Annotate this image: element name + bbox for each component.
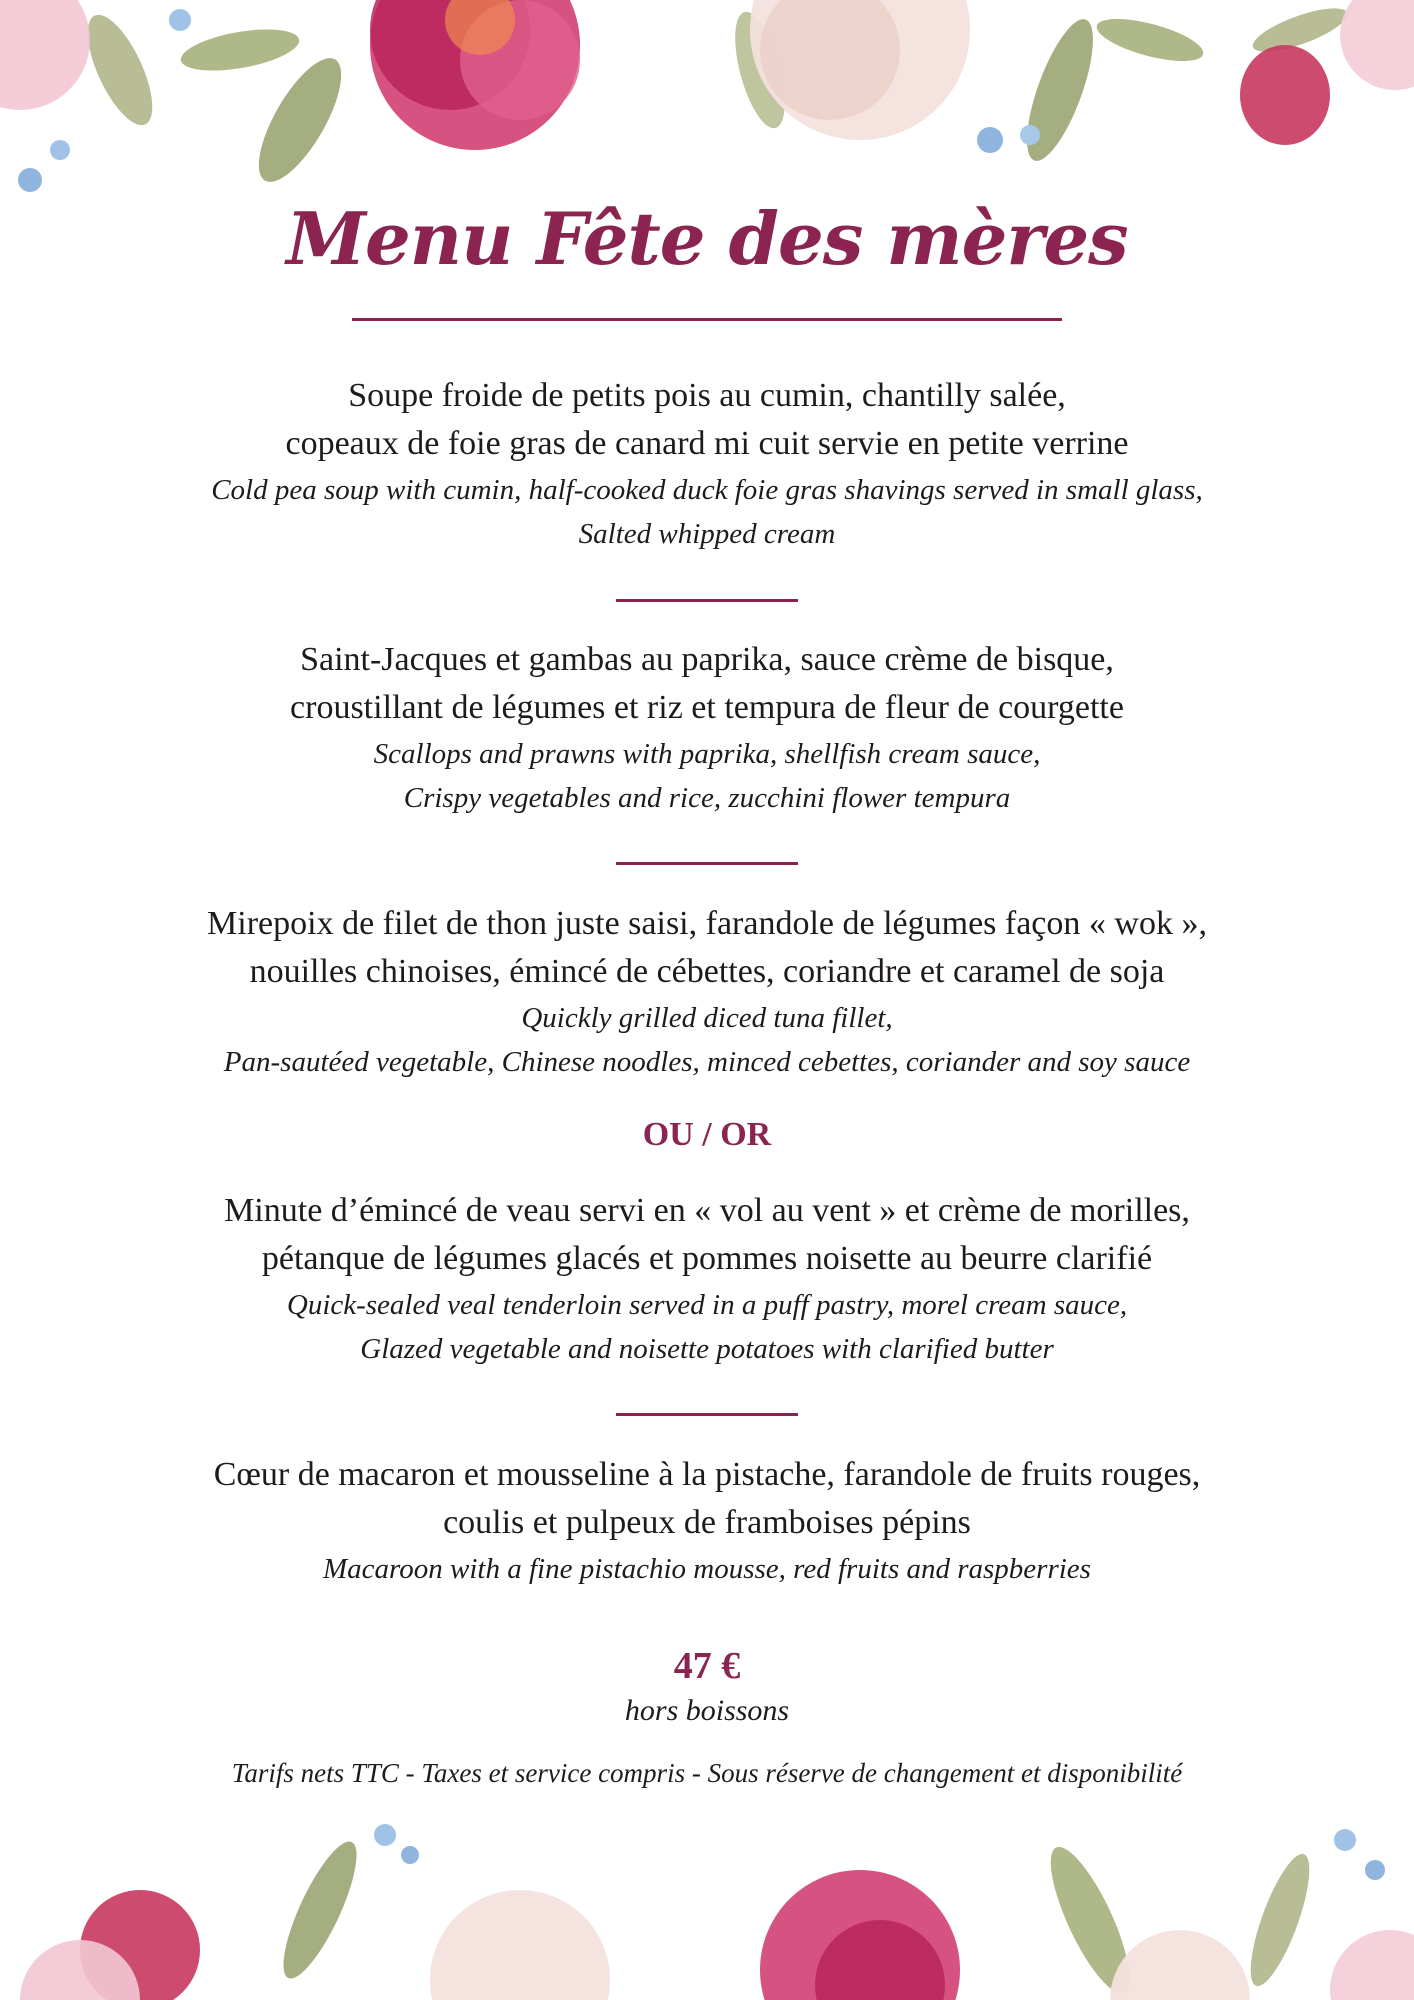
course-fr-line: pétanque de légumes glacés et pommes noisette au beurre clarifié — [261, 1240, 1153, 1277]
price-note: hors boissons — [624, 1694, 790, 1727]
footer-note: Tarifs nets TTC - Taxes et service compris - Sous réserve de changement et disponibilité — [231, 1758, 1183, 1788]
menu-price: 47 € — [673, 1645, 741, 1687]
divider — [616, 862, 798, 865]
divider — [616, 599, 798, 602]
course-fr-line: Soupe froide de petits pois au cumin, chantilly salée, — [348, 377, 1066, 414]
course-en-line: Quickly grilled diced tuna fillet, — [521, 1002, 893, 1034]
course-main-option-1 — [0, 900, 1414, 1084]
or-label: OU / OR — [642, 1116, 772, 1153]
course-fr-line: Minute d’émincé de veau servi en « vol au vent » et crème de morilles, — [224, 1192, 1190, 1229]
divider — [616, 1413, 798, 1416]
course-en-line: Scallops and prawns with paprika, shellfish cream sauce, — [373, 738, 1041, 770]
course-dessert — [0, 1451, 1414, 1591]
course-fr-line: Mirepoix de filet de thon juste saisi, farandole de légumes façon « wok », — [207, 905, 1207, 942]
course-fr-line: croustillant de légumes et riz et tempura de fleur de courgette — [290, 689, 1124, 726]
course-fr-line: coulis et pulpeux de framboises pépins — [443, 1504, 971, 1541]
page-title: Menu Fête des mères — [286, 196, 1128, 281]
course-en-line: Pan-sautéed vegetable, Chinese noodles, minced cebettes, coriander and soy sauce — [223, 1046, 1191, 1078]
course-fr-line: copeaux de foie gras de canard mi cuit servie en petite verrine — [285, 425, 1129, 462]
course-en-line: Crispy vegetables and rice, zucchini flower tempura — [403, 782, 1011, 814]
title-underline — [352, 318, 1062, 321]
floral-border-bottom — [0, 1800, 1414, 2000]
course-fr-line: Cœur de macaron et mousseline à la pistache, farandole de fruits rouges, — [213, 1456, 1201, 1493]
course-en-line: Macaroon with a fine pistachio mousse, red fruits and raspberries — [323, 1553, 1091, 1585]
course-fr-line: Saint-Jacques et gambas au paprika, sauce crème de bisque, — [300, 641, 1114, 678]
course-en-line: Salted whipped cream — [578, 518, 836, 550]
course-second — [0, 636, 1414, 820]
course-en-line: Quick-sealed veal tenderloin served in a puff pastry, morel cream sauce, — [286, 1289, 1128, 1321]
course-starter — [0, 372, 1414, 556]
course-en-line: Glazed vegetable and noisette potatoes with clarified butter — [360, 1333, 1054, 1365]
course-fr-line: nouilles chinoises, émincé de cébettes, coriandre et caramel de soja — [249, 953, 1165, 990]
course-en-line: Cold pea soup with cumin, half-cooked duck foie gras shavings served in small glass, — [211, 474, 1203, 506]
floral-border-top — [0, 0, 1414, 210]
course-main-option-2 — [0, 1187, 1414, 1371]
